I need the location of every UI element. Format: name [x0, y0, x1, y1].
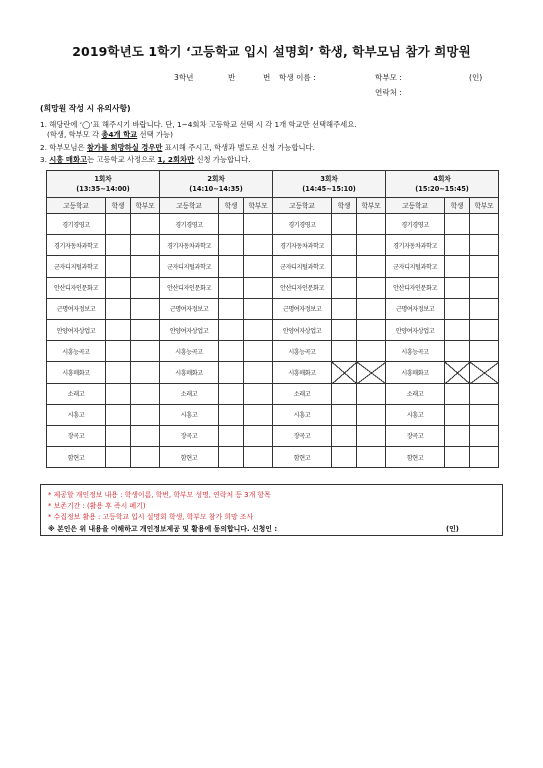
- notes-heading: (희망원 작성 시 유의사항): [40, 104, 131, 113]
- parent-check-cell[interactable]: [244, 277, 273, 298]
- school-name-cell: 군자디지털과학고: [386, 256, 445, 277]
- parent-check-cell[interactable]: [470, 404, 499, 425]
- student-check-cell[interactable]: [332, 277, 357, 298]
- school-name-cell: 안산디자인문화고: [47, 277, 106, 298]
- student-check-cell[interactable]: [219, 319, 244, 340]
- session-label: 2회차: [207, 175, 225, 183]
- student-check-cell[interactable]: [332, 425, 357, 446]
- note-2-pre: 2. 학부모님은: [40, 143, 87, 152]
- student-check-cell[interactable]: [106, 235, 131, 256]
- school-name-cell: 소래고: [386, 383, 445, 404]
- school-name-cell: 근명여자정보고: [386, 298, 445, 319]
- school-name-cell: 시흥고: [160, 404, 219, 425]
- school-name-cell: 근명여자정보고: [160, 298, 219, 319]
- parent-check-cell[interactable]: [357, 277, 386, 298]
- parent-check-cell[interactable]: [244, 298, 273, 319]
- school-name-cell: 시흥능곡고: [386, 341, 445, 362]
- application-table: [46, 170, 499, 468]
- note-2-emphasis: 참가를 희망하실 경우만: [86, 143, 163, 152]
- student-check-cell[interactable]: [445, 341, 470, 362]
- student-check-cell[interactable]: [445, 425, 470, 446]
- parent-check-cell[interactable]: [470, 298, 499, 319]
- parent-check-cell[interactable]: [131, 277, 160, 298]
- privacy-usage: * 수집정보 활용 : 고등학교 입시 설명회 학생, 학부모 참가 희망 조사: [48, 513, 254, 521]
- note-3-num: 3.: [40, 155, 50, 164]
- parent-check-cell[interactable]: [357, 298, 386, 319]
- student-cell-unavailable: [445, 362, 470, 383]
- school-name-cell: 군자디지털과학고: [273, 256, 332, 277]
- student-check-cell[interactable]: [219, 298, 244, 319]
- parent-check-cell[interactable]: [131, 425, 160, 446]
- parent-check-cell[interactable]: [357, 447, 386, 468]
- school-name-cell: 경기경영고: [160, 214, 219, 235]
- school-name-cell: 근명여자정보고: [47, 298, 106, 319]
- school-name-cell: 안양여자상업고: [47, 319, 106, 340]
- session-time: (14:45~15:10): [302, 185, 356, 193]
- student-check-cell[interactable]: [332, 235, 357, 256]
- table-row: [47, 447, 499, 468]
- table-row: [47, 319, 499, 340]
- school-name-cell: 시흥고: [386, 404, 445, 425]
- school-name-cell: 경기자동차과학고: [160, 235, 219, 256]
- table-body: [47, 214, 499, 468]
- student-check-cell[interactable]: [332, 319, 357, 340]
- student-check-cell[interactable]: [332, 447, 357, 468]
- parent-check-cell[interactable]: [131, 235, 160, 256]
- parent-check-cell[interactable]: [244, 404, 273, 425]
- student-check-cell[interactable]: [332, 298, 357, 319]
- note-2: [40, 143, 315, 153]
- student-check-cell[interactable]: [332, 256, 357, 277]
- school-name-cell: 경기자동차과학고: [273, 235, 332, 256]
- parent-check-cell[interactable]: [244, 341, 273, 362]
- note-3-emphasis-sessions: 1, 2회차만: [157, 155, 195, 164]
- parent-check-cell[interactable]: [357, 319, 386, 340]
- parent-check-cell[interactable]: [244, 256, 273, 277]
- school-name-cell: 안양여자상업고: [386, 319, 445, 340]
- student-check-cell[interactable]: [106, 362, 131, 383]
- note-1-sub-pre: (학생, 학부모 각: [47, 130, 102, 139]
- parent-check-cell[interactable]: [357, 425, 386, 446]
- school-name-cell: 시흥고: [47, 404, 106, 425]
- parent-check-cell[interactable]: [357, 341, 386, 362]
- school-name-cell: 안산디자인문화고: [386, 277, 445, 298]
- consent-seal: (인): [446, 525, 459, 533]
- parent-check-cell[interactable]: [470, 235, 499, 256]
- student-check-cell[interactable]: [106, 447, 131, 468]
- school-name-cell: 소래고: [160, 383, 219, 404]
- session-time: (15:20~15:45): [415, 185, 469, 193]
- school-name-cell: 시흥능곡고: [47, 341, 106, 362]
- privacy-items: * 제공할 개인정보 내용 : 학생이름, 학번, 학부모 성명, 연락처 등 3개 항목: [48, 491, 271, 499]
- column-header-school: 고등학교: [386, 198, 445, 214]
- student-check-cell[interactable]: [106, 256, 131, 277]
- parent-check-cell[interactable]: [470, 425, 499, 446]
- school-name-cell: 함현고: [160, 447, 219, 468]
- school-name-cell: 안양여자상업고: [273, 319, 332, 340]
- session-header-4: [386, 171, 499, 198]
- parent-check-cell[interactable]: [131, 362, 160, 383]
- school-name-cell: 안양여자상업고: [160, 319, 219, 340]
- school-name-cell: 군자디지털과학고: [47, 256, 106, 277]
- student-check-cell[interactable]: [219, 256, 244, 277]
- parent-check-cell[interactable]: [244, 425, 273, 446]
- parent-check-cell[interactable]: [131, 341, 160, 362]
- student-check-cell[interactable]: [219, 277, 244, 298]
- school-name-cell: 장곡고: [386, 425, 445, 446]
- school-name-cell: 안산디자인문화고: [273, 277, 332, 298]
- parent-check-cell[interactable]: [244, 214, 273, 235]
- session-header-3: [273, 171, 386, 198]
- table-row: [47, 383, 499, 404]
- session-label: 4회차: [433, 175, 451, 183]
- note-3-post: 신청 가능합니다.: [194, 155, 251, 164]
- student-check-cell[interactable]: [332, 383, 357, 404]
- school-name-cell: 함현고: [47, 447, 106, 468]
- school-name-cell: 시흥매화고: [386, 362, 445, 383]
- school-name-cell: 함현고: [386, 447, 445, 468]
- privacy-box: [40, 484, 503, 536]
- parent-check-cell[interactable]: [357, 404, 386, 425]
- school-name-cell: 안산디자인문화고: [160, 277, 219, 298]
- note-2-post: 표시해 주시고, 학생과 별도로 신청 가능합니다.: [162, 143, 315, 152]
- student-check-cell[interactable]: [445, 319, 470, 340]
- parent-check-cell[interactable]: [357, 256, 386, 277]
- table-row: [47, 277, 499, 298]
- student-check-cell[interactable]: [445, 235, 470, 256]
- school-name-cell: 소래고: [47, 383, 106, 404]
- seal-label: (인): [469, 73, 483, 82]
- parent-check-cell[interactable]: [470, 319, 499, 340]
- school-name-cell: 함현고: [273, 447, 332, 468]
- table-row: [47, 235, 499, 256]
- note-3-emphasis-school: 시흥 매화고: [49, 155, 88, 164]
- parent-check-cell[interactable]: [244, 447, 273, 468]
- school-name-cell: 장곡고: [47, 425, 106, 446]
- parent-check-cell[interactable]: [131, 214, 160, 235]
- student-check-cell[interactable]: [332, 214, 357, 235]
- table-row: [47, 298, 499, 319]
- student-check-cell[interactable]: [219, 425, 244, 446]
- student-check-cell[interactable]: [445, 447, 470, 468]
- student-check-cell[interactable]: [219, 404, 244, 425]
- contact-label: 연락처 :: [375, 88, 402, 97]
- session-label: 1회차: [94, 175, 112, 183]
- school-name-cell: 장곡고: [160, 425, 219, 446]
- parent-check-cell[interactable]: [244, 319, 273, 340]
- student-check-cell[interactable]: [106, 277, 131, 298]
- student-check-cell[interactable]: [332, 404, 357, 425]
- table-row: [47, 404, 499, 425]
- note-1-sub-emphasis: 총4개 학교: [101, 130, 138, 139]
- column-header-school: 고등학교: [160, 198, 219, 214]
- column-header-parent: 학부모: [131, 198, 160, 214]
- student-check-cell[interactable]: [106, 319, 131, 340]
- column-header-parent: 학부모: [470, 198, 499, 214]
- school-name-cell: 시흥매화고: [273, 362, 332, 383]
- parent-check-cell[interactable]: [244, 383, 273, 404]
- table-row: [47, 214, 499, 235]
- session-time: (13:35~14:00): [76, 185, 130, 193]
- school-name-cell: 시흥능곡고: [273, 341, 332, 362]
- school-name-cell: 소래고: [273, 383, 332, 404]
- number-label: 번: [263, 73, 271, 82]
- parent-check-cell[interactable]: [470, 256, 499, 277]
- school-name-cell: 시흥매화고: [47, 362, 106, 383]
- note-3-mid: 는 고등학교 사정으로: [87, 155, 158, 164]
- student-check-cell[interactable]: [445, 277, 470, 298]
- student-check-cell[interactable]: [219, 362, 244, 383]
- parent-check-cell[interactable]: [357, 214, 386, 235]
- session-header-1: [47, 171, 160, 198]
- student-check-cell[interactable]: [219, 214, 244, 235]
- school-name-cell: 경기자동차과학고: [386, 235, 445, 256]
- student-check-cell[interactable]: [106, 298, 131, 319]
- table-row: [47, 362, 499, 383]
- session-header-row: [47, 171, 499, 198]
- column-header-row: [47, 198, 499, 214]
- parent-label: 학부모 :: [375, 73, 402, 82]
- student-name-label: 학생 이름 :: [279, 73, 316, 82]
- column-header-student: 학생: [219, 198, 244, 214]
- student-check-cell[interactable]: [219, 235, 244, 256]
- school-name-cell: 경기경영고: [47, 214, 106, 235]
- parent-check-cell[interactable]: [131, 383, 160, 404]
- student-check-cell[interactable]: [106, 214, 131, 235]
- parent-check-cell[interactable]: [244, 362, 273, 383]
- student-check-cell[interactable]: [219, 341, 244, 362]
- school-name-cell: 경기경영고: [386, 214, 445, 235]
- student-check-cell[interactable]: [106, 383, 131, 404]
- consent-statement: ※ 본인은 위 내용을 이해하고 개인정보제공 및 활용에 동의합니다. 신청인 :: [48, 525, 278, 533]
- student-check-cell[interactable]: [445, 383, 470, 404]
- note-3: [40, 155, 250, 165]
- parent-cell-unavailable: [357, 362, 386, 383]
- parent-check-cell[interactable]: [357, 235, 386, 256]
- school-name-cell: 경기자동차과학고: [47, 235, 106, 256]
- column-header-student: 학생: [445, 198, 470, 214]
- parent-check-cell[interactable]: [470, 214, 499, 235]
- school-name-cell: 근명여자정보고: [273, 298, 332, 319]
- column-header-school: 고등학교: [273, 198, 332, 214]
- school-name-cell: 장곡고: [273, 425, 332, 446]
- parent-check-cell[interactable]: [470, 447, 499, 468]
- parent-check-cell[interactable]: [470, 277, 499, 298]
- parent-check-cell[interactable]: [470, 383, 499, 404]
- session-time: (14:10~14:35): [189, 185, 243, 193]
- parent-check-cell[interactable]: [244, 235, 273, 256]
- table-row: [47, 425, 499, 446]
- parent-check-cell[interactable]: [357, 383, 386, 404]
- student-check-cell[interactable]: [445, 298, 470, 319]
- student-check-cell[interactable]: [219, 447, 244, 468]
- parent-check-cell[interactable]: [131, 447, 160, 468]
- student-check-cell[interactable]: [332, 341, 357, 362]
- column-header-student: 학생: [332, 198, 357, 214]
- parent-check-cell[interactable]: [131, 319, 160, 340]
- student-check-cell[interactable]: [445, 404, 470, 425]
- student-check-cell[interactable]: [445, 214, 470, 235]
- school-name-cell: 시흥능곡고: [160, 341, 219, 362]
- column-header-parent: 학부모: [357, 198, 386, 214]
- session-header-2: [160, 171, 273, 198]
- school-name-cell: 경기경영고: [273, 214, 332, 235]
- student-check-cell[interactable]: [106, 425, 131, 446]
- note-1: 1. 해당란에 ‘◯’표 해주시기 바랍니다. 단, 1~4회차 고등학교 선택 시 각 1개 학교만 선택해주세요.: [40, 120, 357, 129]
- student-check-cell[interactable]: [106, 404, 131, 425]
- student-check-cell[interactable]: [445, 256, 470, 277]
- note-1-sub-post: 선택 가능): [137, 130, 173, 139]
- parent-check-cell[interactable]: [470, 341, 499, 362]
- school-name-cell: 시흥고: [273, 404, 332, 425]
- class-label: 반: [228, 73, 236, 82]
- parent-cell-unavailable: [470, 362, 499, 383]
- privacy-retention: * 보존기간 : (활용 후 즉시 폐기): [48, 502, 146, 510]
- note-1-sub: [47, 130, 173, 140]
- student-check-cell[interactable]: [219, 383, 244, 404]
- table-row: [47, 256, 499, 277]
- school-name-cell: 시흥매화고: [160, 362, 219, 383]
- grade-label: 3학년: [174, 73, 194, 82]
- table-row: [47, 341, 499, 362]
- parent-check-cell[interactable]: [131, 298, 160, 319]
- student-cell-unavailable: [332, 362, 357, 383]
- page-title: 2019학년도 1학기 ‘고등학교 입시 설명회’ 학생, 학부모님 참가 희망원: [72, 44, 471, 59]
- school-name-cell: 군자디지털과학고: [160, 256, 219, 277]
- column-header-student: 학생: [106, 198, 131, 214]
- column-header-school: 고등학교: [47, 198, 106, 214]
- parent-check-cell[interactable]: [131, 256, 160, 277]
- parent-check-cell[interactable]: [131, 404, 160, 425]
- column-header-parent: 학부모: [244, 198, 273, 214]
- session-label: 3회차: [320, 175, 338, 183]
- student-check-cell[interactable]: [106, 341, 131, 362]
